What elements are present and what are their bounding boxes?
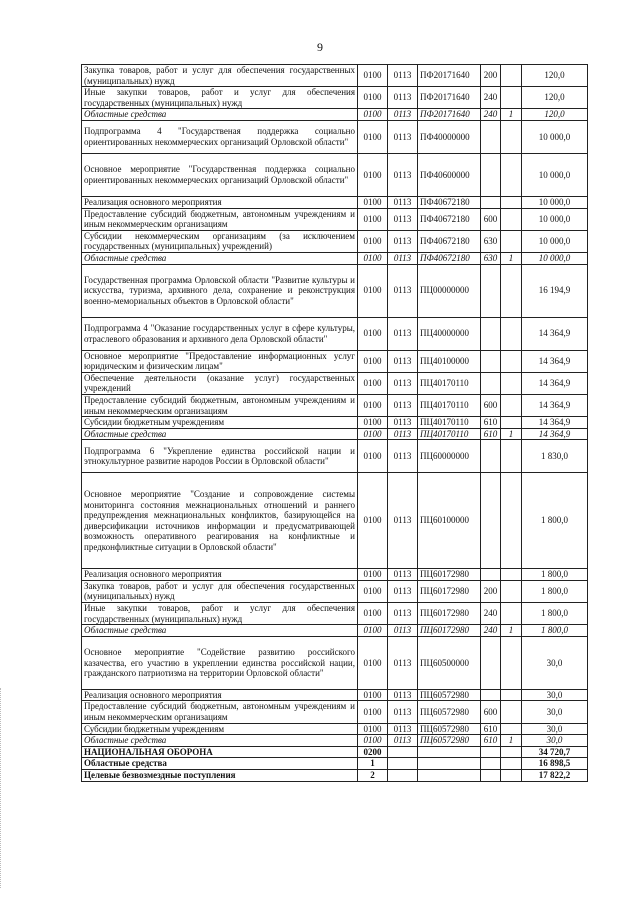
cell-expense-type (481, 317, 501, 350)
cell-target-article: ПЦ60172980 (418, 580, 481, 602)
table-row (82, 153, 588, 196)
cell-section: 0100 (358, 153, 388, 196)
table-row (82, 208, 588, 230)
cell-expense-type: 610 (481, 735, 501, 747)
cell-section: 2 (358, 770, 388, 782)
cell-target-article: ПФ40672180 (418, 208, 481, 230)
cell-expense-type (481, 120, 501, 153)
cell-expense-type: 630 (481, 252, 501, 264)
cell-target-article: ПФ20171640 (418, 109, 481, 121)
cell-section: 0100 (358, 603, 388, 625)
cell-target-article: ПЦ40170110 (418, 394, 481, 416)
cell-source: 1 (501, 109, 522, 121)
cell-target-article: ПФ40672180 (418, 252, 481, 264)
cell-source (501, 350, 522, 372)
cell-expense-type: 610 (481, 417, 501, 429)
cell-amount: 30,0 (522, 636, 588, 689)
cell-amount: 1 800,0 (522, 603, 588, 625)
cell-expense-type (481, 569, 501, 581)
cell-source (501, 417, 522, 429)
cell-target-article (418, 758, 481, 770)
cell-section: 0100 (358, 569, 388, 581)
cell-target-article: ПЦ60500000 (418, 636, 481, 689)
cell-name: Закупка товаров, работ и услуг для обеспечения государственных (муниципальных) нужд (82, 65, 358, 87)
cell-target-article: ПЦ40000000 (418, 317, 481, 350)
cell-subsection: 0113 (388, 196, 418, 208)
cell-subsection: 0113 (388, 735, 418, 747)
cell-subsection: 0113 (388, 636, 418, 689)
cell-target-article: ПФ40600000 (418, 153, 481, 196)
cell-amount: 17 822,2 (522, 770, 588, 782)
cell-subsection: 0113 (388, 208, 418, 230)
cell-target-article: ПЦ60172980 (418, 625, 481, 637)
cell-expense-type (481, 770, 501, 782)
cell-source (501, 264, 522, 317)
cell-expense-type: 240 (481, 603, 501, 625)
cell-amount: 16 194,9 (522, 264, 588, 317)
cell-source (501, 196, 522, 208)
table-row (82, 109, 588, 121)
cell-expense-type (481, 746, 501, 758)
cell-expense-type: 630 (481, 230, 501, 252)
cell-section: 0100 (358, 689, 388, 701)
cell-section: 0100 (358, 372, 388, 394)
cell-source (501, 372, 522, 394)
table-row (82, 87, 588, 109)
cell-section: 0100 (358, 350, 388, 372)
cell-section: 0100 (358, 65, 388, 87)
cell-source (501, 65, 522, 87)
cell-amount: 10 000,0 (522, 120, 588, 153)
cell-subsection: 0113 (388, 701, 418, 723)
cell-target-article (418, 746, 481, 758)
cell-amount: 14 364,9 (522, 317, 588, 350)
table-row (82, 196, 588, 208)
cell-source (501, 746, 522, 758)
cell-subsection: 0113 (388, 120, 418, 153)
cell-name: Субсидии бюджетным учреждениям (82, 417, 358, 429)
cell-amount: 10 000,0 (522, 196, 588, 208)
cell-subsection: 0113 (388, 317, 418, 350)
table-row (82, 580, 588, 602)
cell-name: Предоставление субсидий бюджетным, автономным учреждениям и иным некоммерческим организациям (82, 208, 358, 230)
cell-amount: 30,0 (522, 689, 588, 701)
cell-amount: 16 898,5 (522, 758, 588, 770)
cell-source: 1 (501, 735, 522, 747)
cell-amount: 34 720,7 (522, 746, 588, 758)
cell-amount: 14 364,9 (522, 428, 588, 440)
cell-section: 0100 (358, 440, 388, 473)
cell-expense-type (481, 196, 501, 208)
cell-name: Областные средства (82, 428, 358, 440)
cell-amount: 120,0 (522, 109, 588, 121)
cell-section: 0100 (358, 208, 388, 230)
cell-amount: 120,0 (522, 65, 588, 87)
cell-name: Иные закупки товаров, работ и услуг для обеспечения государственных (муниципальных) нужд (82, 87, 358, 109)
cell-amount: 14 364,9 (522, 417, 588, 429)
cell-expense-type: 240 (481, 87, 501, 109)
cell-name: Основное мероприятие "Предоставление информационных услуг юридическим и физическим лицам" (82, 350, 358, 372)
cell-subsection: 0113 (388, 473, 418, 569)
cell-name: Закупка товаров, работ и услуг для обеспечения государственных (муниципальных) нужд (82, 580, 358, 602)
cell-target-article: ПЦ40170110 (418, 428, 481, 440)
cell-subsection: 0113 (388, 603, 418, 625)
cell-section: 0100 (358, 636, 388, 689)
cell-source (501, 317, 522, 350)
table-row (82, 569, 588, 581)
table-row (82, 473, 588, 569)
cell-expense-type: 240 (481, 109, 501, 121)
cell-subsection: 0113 (388, 264, 418, 317)
cell-target-article: ПЦ60572980 (418, 735, 481, 747)
cell-target-article: ПЦ60572980 (418, 723, 481, 735)
cell-subsection: 0113 (388, 569, 418, 581)
cell-amount: 1 800,0 (522, 569, 588, 581)
cell-section: 0100 (358, 625, 388, 637)
cell-source (501, 473, 522, 569)
cell-source (501, 580, 522, 602)
cell-amount: 14 364,9 (522, 372, 588, 394)
table-row (82, 603, 588, 625)
cell-subsection (388, 770, 418, 782)
cell-amount: 1 800,0 (522, 625, 588, 637)
cell-subsection: 0113 (388, 394, 418, 416)
table-row (82, 428, 588, 440)
cell-expense-type (481, 153, 501, 196)
budget-table (81, 64, 588, 782)
cell-expense-type: 600 (481, 701, 501, 723)
table-row (82, 746, 588, 758)
table-row (82, 758, 588, 770)
cell-expense-type: 600 (481, 208, 501, 230)
cell-amount: 10 000,0 (522, 208, 588, 230)
cell-source (501, 636, 522, 689)
cell-name: Иные закупки товаров, работ и услуг для обеспечения государственных (муниципальных) нужд (82, 603, 358, 625)
cell-name: Предоставление субсидий бюджетным, автономным учреждениям и иным некоммерческим организациям (82, 394, 358, 416)
cell-name: Государственная программа Орловской области "Развитие культуры и искусства, туризма, архивного дела, сохранение и реконструкция военно-мемориальных объектов в Орловской области" (82, 264, 358, 317)
cell-target-article: ПЦ40100000 (418, 350, 481, 372)
cell-name: Основное мероприятие "Создание и сопровождение системы мониторинга состояния межнациональных отношений и раннего предупреждения межнациональных конфликтов, базирующейся на диверсификации источников информации и предусматривающей возможность оперативного реагирования на конфликтные и предконфликтные ситуации в Орловской области" (82, 473, 358, 569)
table-row (82, 636, 588, 689)
table-row (82, 770, 588, 782)
cell-section: 0100 (358, 394, 388, 416)
table-row (82, 723, 588, 735)
cell-target-article: ПЦ00000000 (418, 264, 481, 317)
cell-source (501, 230, 522, 252)
cell-amount: 1 800,0 (522, 473, 588, 569)
cell-source (501, 394, 522, 416)
table-row (82, 701, 588, 723)
cell-name: Субсидии бюджетным учреждениям (82, 723, 358, 735)
table-row (82, 394, 588, 416)
cell-amount: 10 000,0 (522, 252, 588, 264)
cell-name: Подпрограмма 4 "Государственая поддержка социально ориентированных некоммерческих организаций Орловской области" (82, 120, 358, 153)
cell-expense-type: 600 (481, 394, 501, 416)
cell-subsection: 0113 (388, 372, 418, 394)
cell-source (501, 87, 522, 109)
cell-section: 0100 (358, 428, 388, 440)
cell-name: Областные средства (82, 109, 358, 121)
cell-amount: 30,0 (522, 701, 588, 723)
cell-target-article: ПФ40672180 (418, 196, 481, 208)
cell-section: 0100 (358, 264, 388, 317)
cell-name: Основное мероприятие "Государственная поддержка социально ориентированных некоммерческих организаций Орловской области" (82, 153, 358, 196)
cell-section: 0100 (358, 109, 388, 121)
cell-target-article: ПФ40672180 (418, 230, 481, 252)
cell-amount: 120,0 (522, 87, 588, 109)
cell-amount: 1 800,0 (522, 580, 588, 602)
cell-target-article: ПФ20171640 (418, 87, 481, 109)
cell-name: Реализация основного мероприятия (82, 196, 358, 208)
cell-subsection: 0113 (388, 252, 418, 264)
cell-source (501, 569, 522, 581)
cell-name: Областные средства (82, 625, 358, 637)
cell-amount: 14 364,9 (522, 394, 588, 416)
table-row (82, 417, 588, 429)
cell-target-article: ПЦ60000000 (418, 440, 481, 473)
table-row (82, 372, 588, 394)
cell-section: 0100 (358, 317, 388, 350)
cell-source (501, 153, 522, 196)
cell-subsection: 0113 (388, 440, 418, 473)
margin-rule (0, 688, 2, 888)
cell-subsection: 0113 (388, 428, 418, 440)
cell-section: 0100 (358, 252, 388, 264)
cell-subsection: 0113 (388, 723, 418, 735)
cell-expense-type (481, 372, 501, 394)
cell-target-article: ПФ20171640 (418, 65, 481, 87)
table-row (82, 350, 588, 372)
cell-target-article: ПЦ60572980 (418, 689, 481, 701)
cell-subsection: 0113 (388, 417, 418, 429)
cell-section: 0100 (358, 580, 388, 602)
cell-name: Областные средства (82, 252, 358, 264)
cell-subsection: 0113 (388, 625, 418, 637)
cell-expense-type: 610 (481, 723, 501, 735)
cell-expense-type: 200 (481, 580, 501, 602)
cell-source (501, 701, 522, 723)
cell-subsection (388, 746, 418, 758)
cell-source (501, 440, 522, 473)
cell-name: Областные средства (82, 735, 358, 747)
cell-source (501, 603, 522, 625)
cell-section: 0100 (358, 417, 388, 429)
table-row (82, 440, 588, 473)
table-row (82, 317, 588, 350)
cell-section: 0100 (358, 87, 388, 109)
cell-target-article: ПЦ60100000 (418, 473, 481, 569)
table-row (82, 230, 588, 252)
page-number: 9 (317, 40, 323, 54)
cell-section: 1 (358, 758, 388, 770)
cell-expense-type (481, 758, 501, 770)
table-row (82, 65, 588, 87)
cell-section: 0100 (358, 196, 388, 208)
cell-expense-type: 610 (481, 428, 501, 440)
cell-expense-type: 200 (481, 65, 501, 87)
cell-target-article (418, 770, 481, 782)
cell-source (501, 208, 522, 230)
cell-expense-type (481, 264, 501, 317)
cell-source: 1 (501, 252, 522, 264)
cell-source: 1 (501, 625, 522, 637)
cell-name: Реализация основного мероприятия (82, 569, 358, 581)
cell-expense-type (481, 636, 501, 689)
cell-section: 0100 (358, 230, 388, 252)
cell-amount: 30,0 (522, 723, 588, 735)
cell-source (501, 770, 522, 782)
cell-name: Субсидии некоммерческим организациям (за исключением государственных (муниципальных) учреждений) (82, 230, 358, 252)
cell-subsection: 0113 (388, 580, 418, 602)
cell-source (501, 758, 522, 770)
cell-section: 0100 (358, 120, 388, 153)
cell-name: Основное мероприятие "Содействие развитию российского казачества, его участию в укреплении единства российской нации, гражданского патриотизма на территории Орловской области" (82, 636, 358, 689)
table-row (82, 625, 588, 637)
table-row (82, 264, 588, 317)
cell-expense-type (481, 473, 501, 569)
table-row (82, 120, 588, 153)
table-row (82, 735, 588, 747)
cell-name: Предоставление субсидий бюджетным, автономным учреждениям и иным некоммерческим организациям (82, 701, 358, 723)
cell-name: Областные средства (82, 758, 358, 770)
cell-amount: 30,0 (522, 735, 588, 747)
cell-source (501, 723, 522, 735)
cell-amount: 1 830,0 (522, 440, 588, 473)
cell-name: НАЦИОНАЛЬНАЯ ОБОРОНА (82, 746, 358, 758)
cell-target-article: ПЦ60572980 (418, 701, 481, 723)
table-row (82, 689, 588, 701)
cell-subsection: 0113 (388, 65, 418, 87)
cell-source (501, 689, 522, 701)
cell-source (501, 120, 522, 153)
cell-subsection: 0113 (388, 230, 418, 252)
cell-expense-type (481, 350, 501, 372)
cell-expense-type: 240 (481, 625, 501, 637)
cell-name: Реализация основного мероприятия (82, 689, 358, 701)
cell-subsection: 0113 (388, 87, 418, 109)
cell-section: 0100 (358, 723, 388, 735)
cell-expense-type (481, 689, 501, 701)
cell-target-article: ПЦ40170110 (418, 372, 481, 394)
cell-amount: 14 364,9 (522, 350, 588, 372)
cell-section: 0100 (358, 701, 388, 723)
cell-name: Целевые безвозмездные поступления (82, 770, 358, 782)
cell-name: Обеспечение деятельности (оказание услуг) государственных учреждений (82, 372, 358, 394)
table-row (82, 252, 588, 264)
cell-expense-type (481, 440, 501, 473)
cell-target-article: ПФ40000000 (418, 120, 481, 153)
cell-amount: 10 000,0 (522, 153, 588, 196)
cell-section: 0200 (358, 746, 388, 758)
cell-subsection: 0113 (388, 109, 418, 121)
cell-section: 0100 (358, 735, 388, 747)
cell-name: Подпрограмма 6 "Укрепление единства российской нации и этнокультурное развитие народов России в Орловской области" (82, 440, 358, 473)
cell-subsection: 0113 (388, 689, 418, 701)
cell-target-article: ПЦ60172980 (418, 603, 481, 625)
cell-section: 0100 (358, 473, 388, 569)
cell-target-article: ПЦ40170110 (418, 417, 481, 429)
cell-subsection (388, 758, 418, 770)
cell-target-article: ПЦ60172980 (418, 569, 481, 581)
cell-subsection: 0113 (388, 153, 418, 196)
cell-source: 1 (501, 428, 522, 440)
cell-subsection: 0113 (388, 350, 418, 372)
cell-name: Подпрограмма 4 "Оказание государственных услуг в сфере культуры, отраслевого образования и архивного дела Орловской области" (82, 317, 358, 350)
cell-amount: 10 000,0 (522, 230, 588, 252)
